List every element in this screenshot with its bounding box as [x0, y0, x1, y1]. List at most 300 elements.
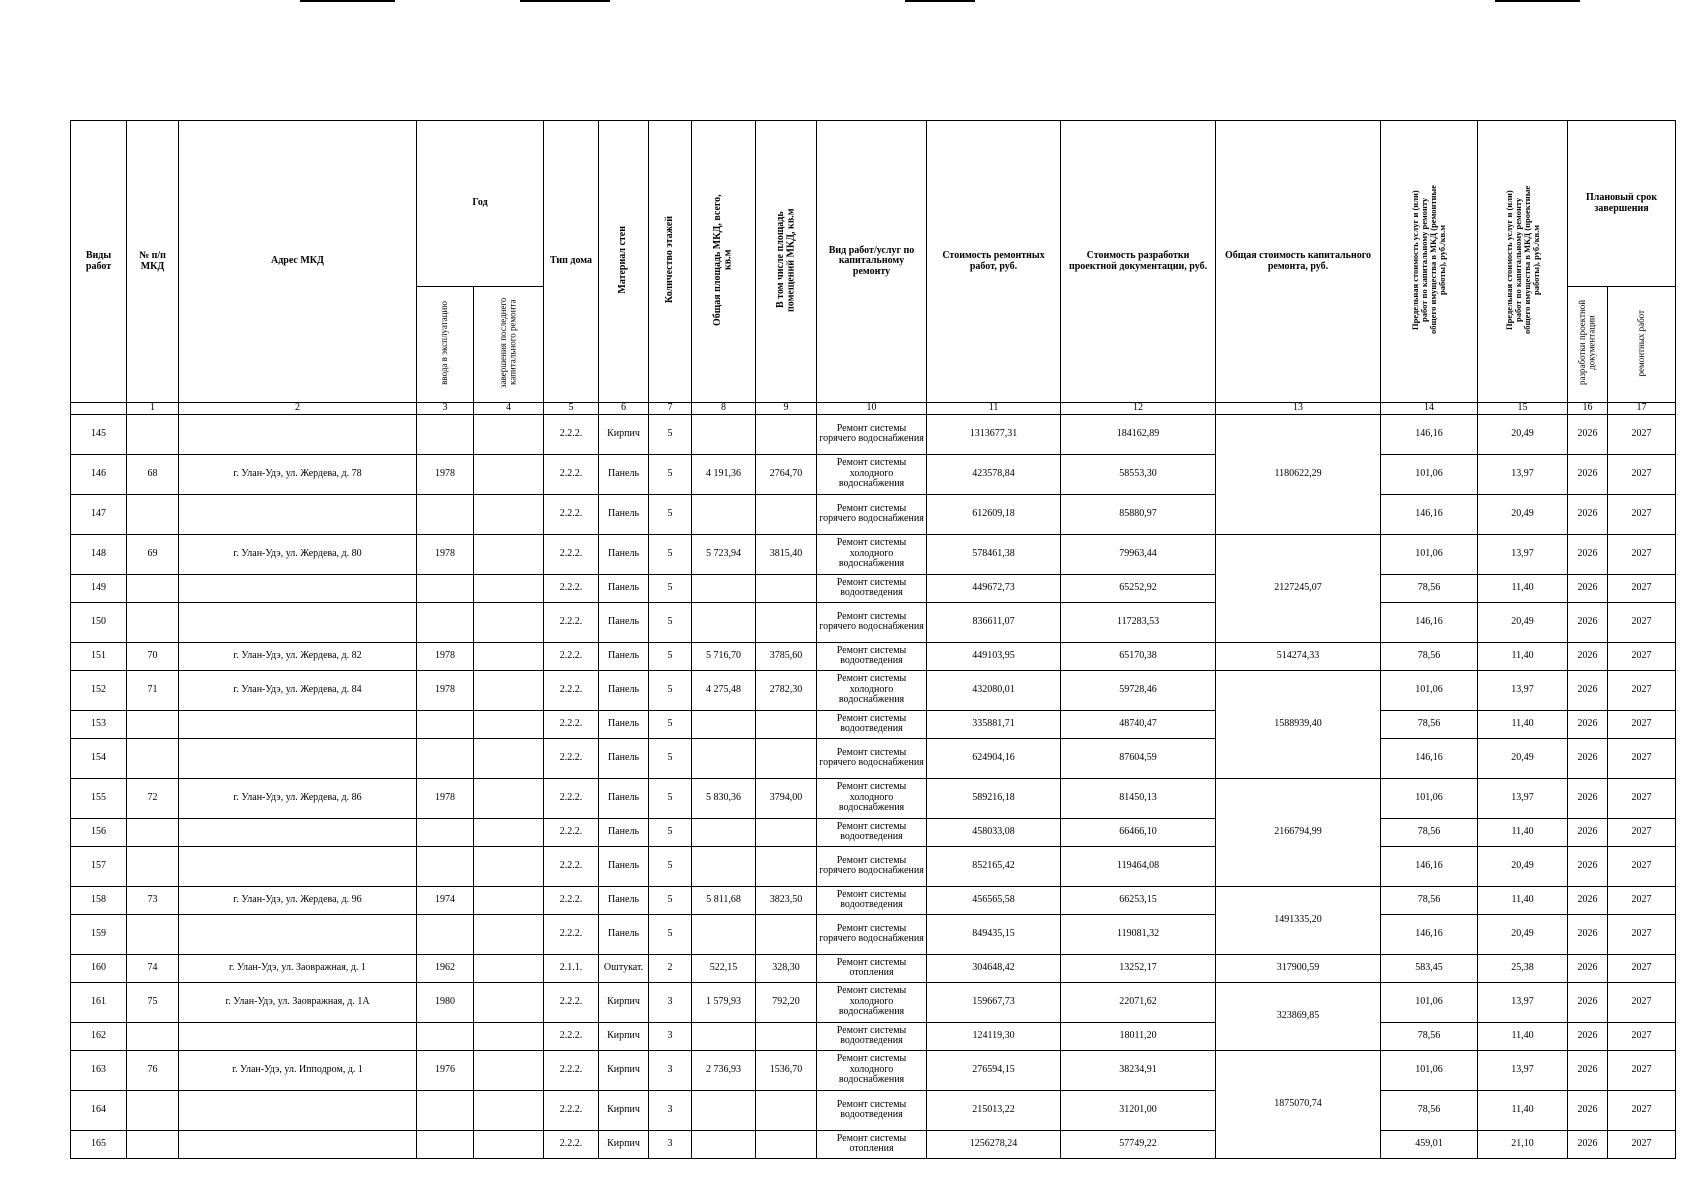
cell-year-last-repair — [474, 414, 544, 454]
cell-address — [179, 1090, 417, 1130]
cell-year-commissioning — [417, 574, 474, 602]
cell-deadline-repair: 2027 — [1608, 1130, 1676, 1158]
cell-premises-area — [756, 602, 817, 642]
table-body — [71, 414, 1676, 1158]
column-number: 10 — [817, 403, 927, 415]
cell-house-type: 2.2.2. — [544, 886, 599, 914]
cell-deadline-repair: 2027 — [1608, 454, 1676, 494]
cell-year-last-repair — [474, 818, 544, 846]
cell-premises-area: 2782,30 — [756, 670, 817, 710]
cell-work-type: Ремонт системы водоотведения — [817, 818, 927, 846]
cell-work-id: 148 — [71, 534, 127, 574]
cell-deadline-repair: 2027 — [1608, 778, 1676, 818]
cell-address: г. Улан-Удэ, ул. Жердева, д. 78 — [179, 454, 417, 494]
cell-year-commissioning — [417, 414, 474, 454]
cell-deadline-design: 2026 — [1568, 710, 1608, 738]
cell-deadline-design: 2026 — [1568, 954, 1608, 982]
cell-limit-design: 13,97 — [1478, 534, 1568, 574]
cell-wall-material: Панель — [599, 886, 649, 914]
cell-house-type: 2.2.2. — [544, 982, 599, 1022]
cell-year-commissioning — [417, 818, 474, 846]
column-number: 2 — [179, 403, 417, 415]
cell-floors: 5 — [649, 534, 692, 574]
cell-premises-area: 3794,00 — [756, 778, 817, 818]
col-header-deadline: Плановый срок завершения — [1568, 121, 1676, 287]
cell-year-commissioning — [417, 914, 474, 954]
cell-mkd-number: 74 — [127, 954, 179, 982]
cell-house-type: 2.2.2. — [544, 778, 599, 818]
cell-year-last-repair — [474, 982, 544, 1022]
cell-year-last-repair — [474, 738, 544, 778]
cell-limit-design: 11,40 — [1478, 886, 1568, 914]
col-header-address: Адрес МКД — [179, 121, 417, 403]
cell-wall-material: Панель — [599, 642, 649, 670]
table-row — [71, 1050, 1676, 1090]
cell-design-cost: 79963,44 — [1061, 534, 1216, 574]
cell-house-type: 2.2.2. — [544, 454, 599, 494]
cell-wall-material: Кирпич — [599, 1022, 649, 1050]
cell-house-type: 2.2.2. — [544, 670, 599, 710]
cell-premises-area — [756, 914, 817, 954]
cell-total-area: 4 191,36 — [692, 454, 756, 494]
column-number: 5 — [544, 403, 599, 415]
column-number: 3 — [417, 403, 474, 415]
cell-work-id: 153 — [71, 710, 127, 738]
cell-year-commissioning — [417, 738, 474, 778]
cell-total-area — [692, 602, 756, 642]
table-row — [71, 738, 1676, 778]
cell-limit-design: 11,40 — [1478, 574, 1568, 602]
cell-year-last-repair — [474, 710, 544, 738]
cell-limit-design: 11,40 — [1478, 818, 1568, 846]
cell-year-commissioning: 1978 — [417, 534, 474, 574]
cell-year-commissioning: 1978 — [417, 778, 474, 818]
cell-address — [179, 574, 417, 602]
cell-repair-cost: 578461,38 — [927, 534, 1061, 574]
cell-deadline-design: 2026 — [1568, 534, 1608, 574]
cell-premises-area: 1536,70 — [756, 1050, 817, 1090]
cell-work-id: 163 — [71, 1050, 127, 1090]
cell-floors: 5 — [649, 670, 692, 710]
cell-floors: 5 — [649, 414, 692, 454]
cell-limit-repair: 101,06 — [1381, 670, 1478, 710]
cell-deadline-design: 2026 — [1568, 642, 1608, 670]
cell-floors: 5 — [649, 454, 692, 494]
cell-wall-material: Панель — [599, 602, 649, 642]
cell-year-commissioning: 1980 — [417, 982, 474, 1022]
cell-limit-repair: 78,56 — [1381, 642, 1478, 670]
cell-repair-cost: 124119,30 — [927, 1022, 1061, 1050]
cell-limit-repair: 101,06 — [1381, 778, 1478, 818]
table-row — [71, 982, 1676, 1022]
cell-repair-cost: 458033,08 — [927, 818, 1061, 846]
column-number: 6 — [599, 403, 649, 415]
cell-house-type: 2.2.2. — [544, 710, 599, 738]
cell-floors: 3 — [649, 1022, 692, 1050]
cell-repair-cost: 1256278,24 — [927, 1130, 1061, 1158]
cell-work-type: Ремонт системы горячего водоснабжения — [817, 494, 927, 534]
cell-mkd-number — [127, 914, 179, 954]
cell-deadline-repair: 2027 — [1608, 738, 1676, 778]
cell-wall-material: Панель — [599, 454, 649, 494]
cell-wall-material: Кирпич — [599, 414, 649, 454]
cell-year-last-repair — [474, 454, 544, 494]
table-row — [71, 1022, 1676, 1050]
cell-deadline-repair: 2027 — [1608, 954, 1676, 982]
cell-floors: 5 — [649, 914, 692, 954]
cell-total-cost: 2166794,99 — [1216, 778, 1381, 886]
cell-year-commissioning: 1976 — [417, 1050, 474, 1090]
cell-work-id: 149 — [71, 574, 127, 602]
cell-wall-material: Панель — [599, 670, 649, 710]
cell-total-cost: 1180622,29 — [1216, 414, 1381, 534]
cell-mkd-number: 73 — [127, 886, 179, 914]
cell-year-commissioning: 1962 — [417, 954, 474, 982]
col-header-wall-material: Материал стен — [599, 121, 649, 403]
col-header-mkd-number: № п/п МКД — [127, 121, 179, 403]
cell-deadline-repair: 2027 — [1608, 414, 1676, 454]
cell-deadline-repair: 2027 — [1608, 602, 1676, 642]
cell-limit-repair: 101,06 — [1381, 534, 1478, 574]
col-header-deadline-design: разработки проектной документации — [1568, 287, 1608, 403]
col-header-limit-design: Предельная стоимость услуг и (или) работ по капитальному ремонту общего имущества в МКД (проектные работы), руб./кв.м — [1478, 121, 1568, 403]
cell-limit-design: 11,40 — [1478, 1022, 1568, 1050]
cell-total-area — [692, 1090, 756, 1130]
cell-limit-design: 20,49 — [1478, 602, 1568, 642]
cell-work-id: 158 — [71, 886, 127, 914]
cell-repair-cost: 449103,95 — [927, 642, 1061, 670]
cell-year-commissioning — [417, 846, 474, 886]
cell-design-cost: 31201,00 — [1061, 1090, 1216, 1130]
cell-limit-repair: 78,56 — [1381, 886, 1478, 914]
cell-year-last-repair — [474, 1130, 544, 1158]
cell-floors: 3 — [649, 1090, 692, 1130]
cell-premises-area — [756, 494, 817, 534]
cell-repair-cost: 456565,58 — [927, 886, 1061, 914]
table-row — [71, 818, 1676, 846]
col-header-floors: Количество этажей — [649, 121, 692, 403]
cell-house-type: 2.1.1. — [544, 954, 599, 982]
cell-total-area — [692, 1130, 756, 1158]
cell-deadline-repair: 2027 — [1608, 642, 1676, 670]
table-row — [71, 710, 1676, 738]
cell-address — [179, 914, 417, 954]
cell-floors: 3 — [649, 982, 692, 1022]
cell-mkd-number — [127, 738, 179, 778]
cell-work-type: Ремонт системы холодного водоснабжения — [817, 454, 927, 494]
cell-wall-material: Кирпич — [599, 982, 649, 1022]
column-number: 9 — [756, 403, 817, 415]
cell-work-id: 156 — [71, 818, 127, 846]
cell-limit-design: 21,10 — [1478, 1130, 1568, 1158]
cell-mkd-number — [127, 1090, 179, 1130]
cell-wall-material: Панель — [599, 738, 649, 778]
cell-total-area: 5 811,68 — [692, 886, 756, 914]
cell-design-cost: 66253,15 — [1061, 886, 1216, 914]
cell-total-area: 5 723,94 — [692, 534, 756, 574]
cell-work-id: 146 — [71, 454, 127, 494]
cell-wall-material: Оштукат. — [599, 954, 649, 982]
cell-wall-material: Панель — [599, 778, 649, 818]
cell-design-cost: 119081,32 — [1061, 914, 1216, 954]
cell-limit-repair: 78,56 — [1381, 574, 1478, 602]
cell-floors: 5 — [649, 602, 692, 642]
cell-premises-area — [756, 574, 817, 602]
col-header-year-last-repair: завершения последнего капитального ремонта — [474, 287, 544, 403]
cell-limit-design: 13,97 — [1478, 982, 1568, 1022]
cell-address: г. Улан-Удэ, ул. Ипподром, д. 1 — [179, 1050, 417, 1090]
cell-total-area: 5 830,36 — [692, 778, 756, 818]
cell-work-id: 154 — [71, 738, 127, 778]
cell-work-type: Ремонт системы холодного водоснабжения — [817, 670, 927, 710]
cell-mkd-number: 71 — [127, 670, 179, 710]
cell-deadline-repair: 2027 — [1608, 1090, 1676, 1130]
table-row — [71, 534, 1676, 574]
cell-mkd-number: 69 — [127, 534, 179, 574]
column-number — [71, 403, 127, 415]
cell-year-last-repair — [474, 670, 544, 710]
scan-edge-line — [300, 0, 395, 2]
cell-work-type: Ремонт системы горячего водоснабжения — [817, 602, 927, 642]
cell-address: г. Улан-Удэ, ул. Заовражная, д. 1А — [179, 982, 417, 1022]
cell-premises-area — [756, 846, 817, 886]
cell-address: г. Улан-Удэ, ул. Заовражная, д. 1 — [179, 954, 417, 982]
cell-work-id: 145 — [71, 414, 127, 454]
cell-deadline-repair: 2027 — [1608, 670, 1676, 710]
cell-premises-area — [756, 710, 817, 738]
cell-deadline-design: 2026 — [1568, 414, 1608, 454]
cell-limit-repair: 78,56 — [1381, 1090, 1478, 1130]
cell-limit-design: 13,97 — [1478, 778, 1568, 818]
cell-year-last-repair — [474, 534, 544, 574]
cell-wall-material: Панель — [599, 914, 649, 954]
cell-premises-area — [756, 738, 817, 778]
cell-floors: 5 — [649, 778, 692, 818]
cell-house-type: 2.2.2. — [544, 414, 599, 454]
cell-year-commissioning — [417, 1130, 474, 1158]
column-number: 14 — [1381, 403, 1478, 415]
cell-total-cost: 317900,59 — [1216, 954, 1381, 982]
cell-year-last-repair — [474, 494, 544, 534]
cell-design-cost: 65252,92 — [1061, 574, 1216, 602]
cell-wall-material: Кирпич — [599, 1050, 649, 1090]
cell-deadline-repair: 2027 — [1608, 1050, 1676, 1090]
cell-deadline-repair: 2027 — [1608, 710, 1676, 738]
cell-work-type: Ремонт системы водоотведения — [817, 1090, 927, 1130]
cell-year-commissioning — [417, 494, 474, 534]
cell-deadline-design: 2026 — [1568, 886, 1608, 914]
cell-work-type: Ремонт системы водоотведения — [817, 574, 927, 602]
cell-year-last-repair — [474, 954, 544, 982]
cell-limit-design: 11,40 — [1478, 642, 1568, 670]
table-row — [71, 642, 1676, 670]
cell-design-cost: 87604,59 — [1061, 738, 1216, 778]
cell-work-type: Ремонт системы отопления — [817, 954, 927, 982]
cell-limit-repair: 146,16 — [1381, 602, 1478, 642]
table-row — [71, 494, 1676, 534]
cell-work-type: Ремонт системы водоотведения — [817, 642, 927, 670]
cell-repair-cost: 159667,73 — [927, 982, 1061, 1022]
cell-floors: 5 — [649, 818, 692, 846]
scan-edge-line — [520, 0, 610, 2]
column-number: 12 — [1061, 403, 1216, 415]
cell-wall-material: Кирпич — [599, 1130, 649, 1158]
cell-house-type: 2.2.2. — [544, 1022, 599, 1050]
cell-mkd-number: 68 — [127, 454, 179, 494]
cell-design-cost: 59728,46 — [1061, 670, 1216, 710]
cell-wall-material: Панель — [599, 574, 649, 602]
column-number: 13 — [1216, 403, 1381, 415]
cell-floors: 5 — [649, 494, 692, 534]
cell-repair-cost: 849435,15 — [927, 914, 1061, 954]
cell-work-id: 152 — [71, 670, 127, 710]
cell-deadline-design: 2026 — [1568, 982, 1608, 1022]
cell-wall-material: Панель — [599, 818, 649, 846]
cell-work-type: Ремонт системы водоотведения — [817, 1022, 927, 1050]
cell-limit-design: 20,49 — [1478, 738, 1568, 778]
cell-work-type: Ремонт системы отопления — [817, 1130, 927, 1158]
column-number: 4 — [474, 403, 544, 415]
cell-year-commissioning: 1974 — [417, 886, 474, 914]
cell-address: г. Улан-Удэ, ул. Жердева, д. 84 — [179, 670, 417, 710]
cell-limit-design: 20,49 — [1478, 914, 1568, 954]
cell-year-commissioning: 1978 — [417, 454, 474, 494]
cell-total-area — [692, 818, 756, 846]
cell-deadline-repair: 2027 — [1608, 982, 1676, 1022]
cell-repair-cost: 215013,22 — [927, 1090, 1061, 1130]
cell-deadline-repair: 2027 — [1608, 1022, 1676, 1050]
cell-deadline-design: 2026 — [1568, 914, 1608, 954]
cell-deadline-design: 2026 — [1568, 818, 1608, 846]
cell-total-area: 2 736,93 — [692, 1050, 756, 1090]
table-row — [71, 778, 1676, 818]
cell-work-id: 151 — [71, 642, 127, 670]
cell-deadline-design: 2026 — [1568, 454, 1608, 494]
cell-wall-material: Панель — [599, 494, 649, 534]
cell-limit-design: 11,40 — [1478, 1090, 1568, 1130]
cell-design-cost: 57749,22 — [1061, 1130, 1216, 1158]
cell-address — [179, 494, 417, 534]
cell-house-type: 2.2.2. — [544, 1090, 599, 1130]
column-number: 11 — [927, 403, 1061, 415]
col-header-repair-cost: Стоимость ремонтных работ, руб. — [927, 121, 1061, 403]
cell-mkd-number — [127, 602, 179, 642]
cell-work-id: 161 — [71, 982, 127, 1022]
cell-mkd-number: 76 — [127, 1050, 179, 1090]
col-header-year-commissioning: ввода в эксплуатацию — [417, 287, 474, 403]
cell-wall-material: Панель — [599, 846, 649, 886]
capital-repair-table — [70, 120, 1676, 1159]
cell-work-type: Ремонт системы холодного водоснабжения — [817, 982, 927, 1022]
cell-repair-cost: 612609,18 — [927, 494, 1061, 534]
cell-deadline-design: 2026 — [1568, 1050, 1608, 1090]
cell-work-type: Ремонт системы горячего водоснабжения — [817, 846, 927, 886]
cell-limit-design: 11,40 — [1478, 710, 1568, 738]
column-number: 7 — [649, 403, 692, 415]
cell-wall-material: Кирпич — [599, 1090, 649, 1130]
cell-total-area: 4 275,48 — [692, 670, 756, 710]
cell-year-last-repair — [474, 1022, 544, 1050]
cell-repair-cost: 276594,15 — [927, 1050, 1061, 1090]
cell-deadline-design: 2026 — [1568, 602, 1608, 642]
cell-total-cost: 514274,33 — [1216, 642, 1381, 670]
cell-mkd-number — [127, 414, 179, 454]
cell-premises-area — [756, 1022, 817, 1050]
cell-premises-area — [756, 1090, 817, 1130]
cell-year-last-repair — [474, 914, 544, 954]
cell-house-type: 2.2.2. — [544, 642, 599, 670]
cell-address: г. Улан-Удэ, ул. Жердева, д. 82 — [179, 642, 417, 670]
cell-deadline-repair: 2027 — [1608, 886, 1676, 914]
cell-address — [179, 1130, 417, 1158]
cell-design-cost: 22071,62 — [1061, 982, 1216, 1022]
col-header-deadline-repair: ремонтных работ — [1608, 287, 1676, 403]
cell-deadline-design: 2026 — [1568, 1130, 1608, 1158]
col-header-total-area: Общая площадь МКД, всего, кв.м — [692, 121, 756, 403]
cell-total-area: 522,15 — [692, 954, 756, 982]
cell-total-area — [692, 738, 756, 778]
cell-design-cost: 18011,20 — [1061, 1022, 1216, 1050]
cell-limit-repair: 78,56 — [1381, 1022, 1478, 1050]
cell-deadline-repair: 2027 — [1608, 494, 1676, 534]
cell-deadline-design: 2026 — [1568, 846, 1608, 886]
cell-total-cost: 1875070,74 — [1216, 1050, 1381, 1158]
cell-mkd-number: 70 — [127, 642, 179, 670]
cell-mkd-number — [127, 1022, 179, 1050]
cell-limit-design: 13,97 — [1478, 670, 1568, 710]
cell-deadline-repair: 2027 — [1608, 914, 1676, 954]
cell-total-cost: 1588939,40 — [1216, 670, 1381, 778]
cell-work-id: 155 — [71, 778, 127, 818]
cell-limit-design: 20,49 — [1478, 494, 1568, 534]
cell-work-id: 164 — [71, 1090, 127, 1130]
cell-deadline-repair: 2027 — [1608, 846, 1676, 886]
table-row — [71, 846, 1676, 886]
cell-wall-material: Панель — [599, 710, 649, 738]
table-row — [71, 1130, 1676, 1158]
cell-address: г. Улан-Удэ, ул. Жердева, д. 96 — [179, 886, 417, 914]
cell-work-type: Ремонт системы холодного водоснабжения — [817, 534, 927, 574]
cell-address — [179, 738, 417, 778]
cell-mkd-number — [127, 710, 179, 738]
cell-mkd-number — [127, 494, 179, 534]
cell-design-cost: 117283,53 — [1061, 602, 1216, 642]
cell-work-id: 162 — [71, 1022, 127, 1050]
cell-deadline-repair: 2027 — [1608, 534, 1676, 574]
cell-premises-area: 3823,50 — [756, 886, 817, 914]
cell-deadline-design: 2026 — [1568, 1022, 1608, 1050]
cell-design-cost: 85880,97 — [1061, 494, 1216, 534]
scan-edge-line — [905, 0, 975, 2]
column-number: 15 — [1478, 403, 1568, 415]
cell-premises-area: 2764,70 — [756, 454, 817, 494]
cell-repair-cost: 852165,42 — [927, 846, 1061, 886]
cell-premises-area — [756, 414, 817, 454]
cell-limit-repair: 101,06 — [1381, 1050, 1478, 1090]
cell-repair-cost: 836611,07 — [927, 602, 1061, 642]
cell-floors: 5 — [649, 886, 692, 914]
cell-limit-repair: 583,45 — [1381, 954, 1478, 982]
table-row — [71, 454, 1676, 494]
cell-design-cost: 65170,38 — [1061, 642, 1216, 670]
cell-limit-repair: 146,16 — [1381, 846, 1478, 886]
cell-mkd-number — [127, 818, 179, 846]
cell-premises-area — [756, 818, 817, 846]
cell-year-last-repair — [474, 778, 544, 818]
cell-limit-design: 13,97 — [1478, 1050, 1568, 1090]
table-row — [71, 1090, 1676, 1130]
col-header-service-type: Вид работ/услуг по капитальному ремонту — [817, 121, 927, 403]
